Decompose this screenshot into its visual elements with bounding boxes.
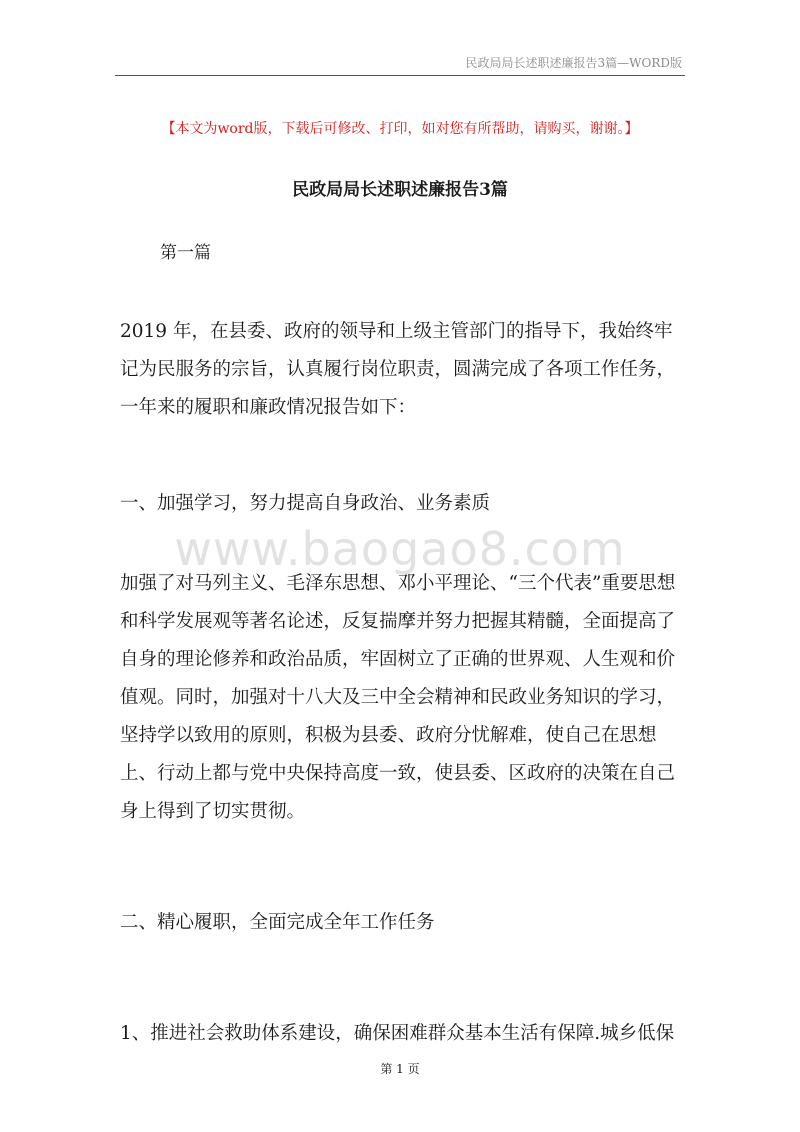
section-heading-2: 二、精心履职，全面完成全年工作任务: [120, 912, 435, 933]
header-divider: [115, 75, 685, 76]
paragraph-social-assistance: 1、推进社会救助体系建设，确保困难群众基本生活有保障.城乡低保: [120, 1023, 675, 1044]
running-header: 民政局局长述职述廉报告3篇—WORD版: [465, 56, 682, 70]
page-number: 第 1 页: [380, 1062, 420, 1076]
paragraph-study: 加强了对马列主义、毛泽东思想、邓小平理论、“三个代表”重要思想和科学发展观等著名论述，反复揣摩并努力把握其精髓，全面提高了自身的理论修养和政治品质，牢固树立了正确的世界观、人生观和价值观。同时，加强对十八大及三中全会精神和民政业务知识的学习，坚持学以致用的原则，积极为县委、政府分忧解难，使自己在思想上、行动上都与党中央保持高度一致，使县委、区政府的决策在自己身上得到了切实贯彻。: [120, 573, 676, 822]
paragraph-intro: 2019 年，在县委、政府的领导和上级主管部门的指导下，我始终牢记为民服务的宗旨，认真履行岗位职责，圆满完成了各项工作任务，一年来的履职和廉政情况报告如下：: [120, 321, 676, 418]
document-title: 民政局局长述职述廉报告3篇: [292, 180, 508, 200]
download-notice: 【本文为word版，下载后可修改、打印，如对您有所帮助，请购买，谢谢。】: [161, 121, 639, 137]
watermark: www.baogao8.com: [174, 522, 626, 576]
section-heading-1: 一、加强学习，努力提高自身政治、业务素质: [120, 493, 491, 514]
part-label: 第一篇: [160, 243, 211, 263]
